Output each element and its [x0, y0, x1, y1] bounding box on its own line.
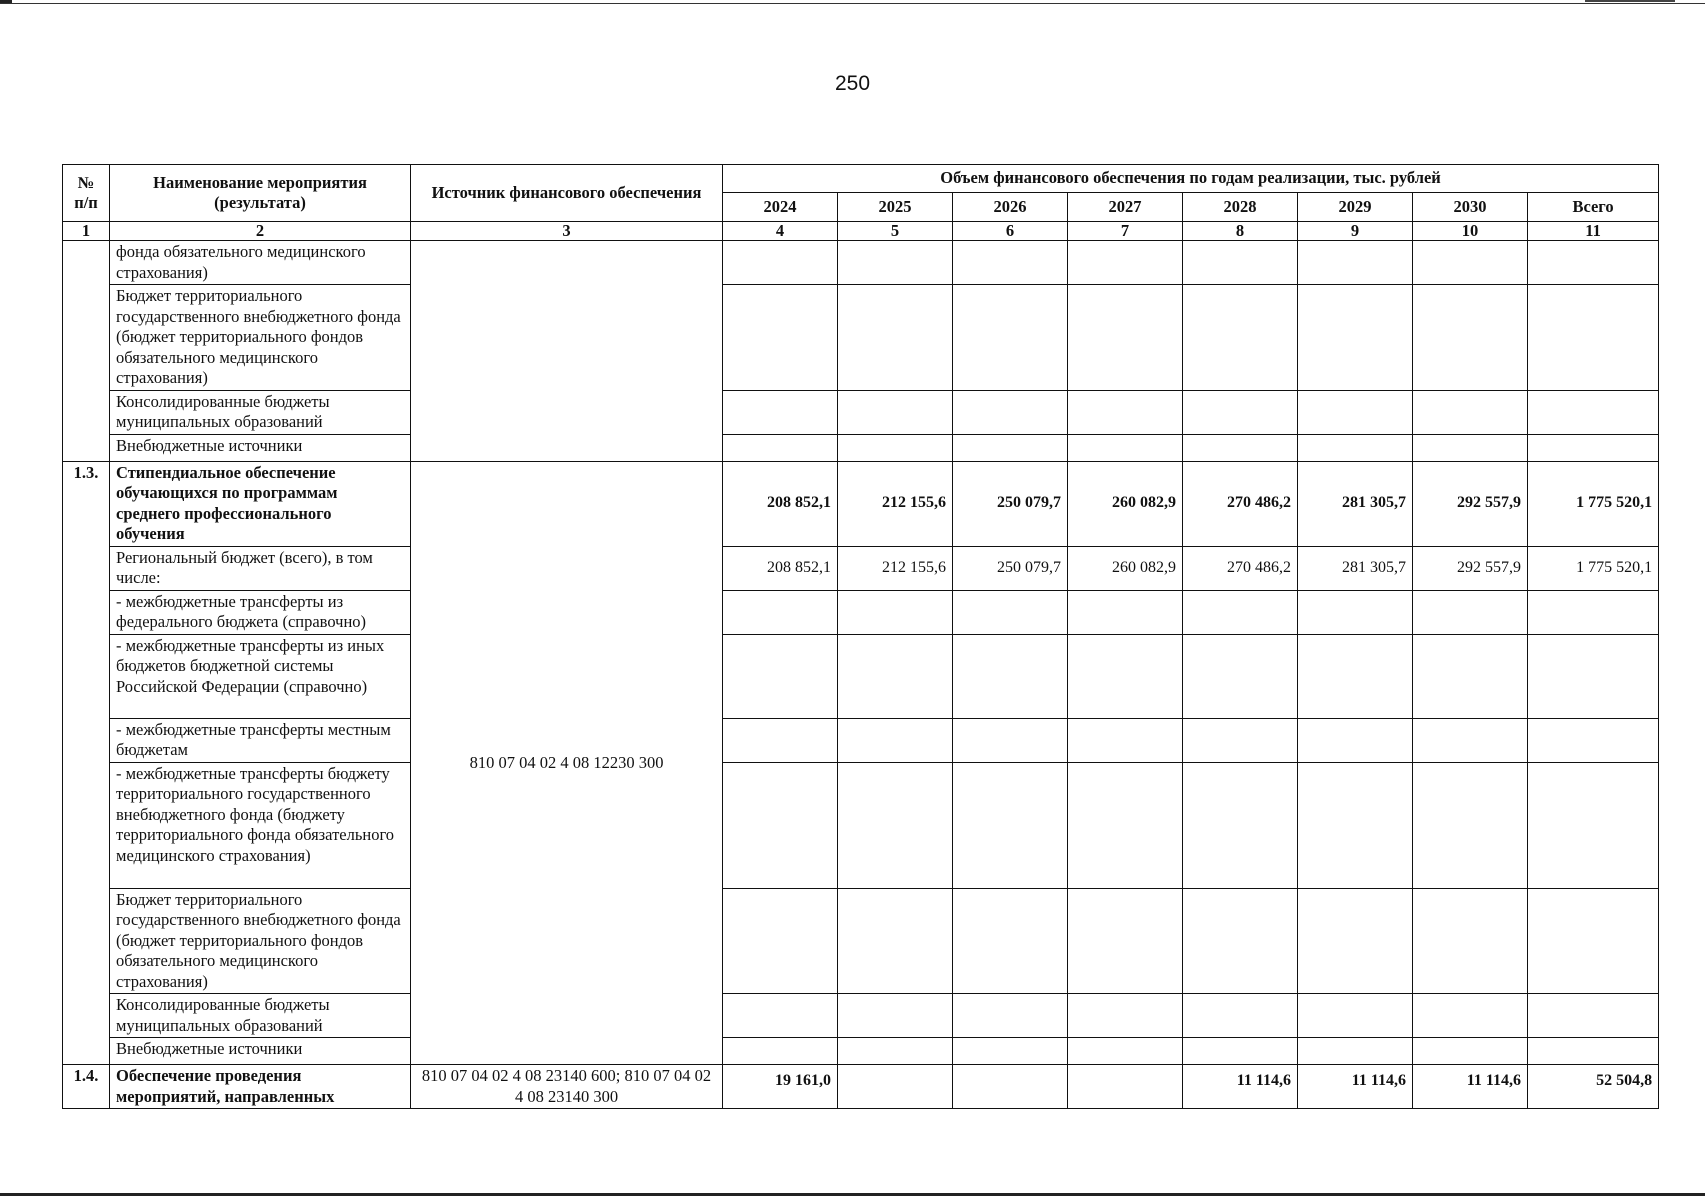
table-row	[63, 390, 1659, 434]
table-row	[63, 994, 1659, 1038]
value-cell	[838, 1065, 953, 1109]
page-number: 250	[834, 72, 871, 95]
value-cell	[1068, 1065, 1183, 1109]
column-number: 2	[110, 222, 411, 241]
row-name: Бюджет территориального государственного внебюджетного фонда (бюджет территориального фондов обязательного медицинского страхования)	[110, 888, 411, 994]
value-cell: 212 155,6	[838, 461, 953, 546]
scan-edge-mark	[1585, 0, 1675, 2]
row-name: Региональный бюджет (всего), в том числе:	[110, 546, 411, 590]
table-row	[63, 241, 1659, 285]
header-source: Источник финансового обеспечения	[411, 165, 723, 222]
table-row	[63, 434, 1659, 461]
row-num-empty	[63, 241, 110, 462]
value-cell: 270 486,2	[1183, 546, 1298, 590]
row-name: фонда обязательного медицинского страхования)	[110, 241, 411, 285]
table-row	[63, 590, 1659, 634]
scan-border-top	[0, 3, 1705, 4]
row-source: 810 07 04 02 4 08 23140 600; 810 07 04 02 4 08 23140 300	[411, 1065, 723, 1109]
value-cell: 250 079,7	[953, 546, 1068, 590]
header-num: № п/п	[63, 165, 110, 222]
row-name: - межбюджетные трансферты бюджету территориального государственного внебюджетного фонда (бюджету территориального фонда обязательного медицинского страхования)	[110, 762, 411, 888]
column-number: 8	[1183, 222, 1298, 241]
header-total: Всего	[1528, 193, 1659, 222]
value-cell: 212 155,6	[838, 546, 953, 590]
table-row	[63, 762, 1659, 888]
value-cell: 11 114,6	[1413, 1065, 1528, 1109]
value-cell: 208 852,1	[723, 461, 838, 546]
row-name: Консолидированные бюджеты муниципальных образований	[110, 390, 411, 434]
column-number: 6	[953, 222, 1068, 241]
value-cell: 270 486,2	[1183, 461, 1298, 546]
value-cell: 281 305,7	[1298, 546, 1413, 590]
value-cell: 208 852,1	[723, 546, 838, 590]
value-cell-total: 1 775 520,1	[1528, 461, 1659, 546]
row-name: Стипендиальное обеспечение обучающихся по программам среднего профессионального обучения	[110, 461, 411, 546]
row-source-empty	[411, 241, 723, 462]
table-row	[63, 1038, 1659, 1065]
table-row-main	[63, 461, 1659, 546]
row-name: Бюджет территориального государственного внебюджетного фонда (бюджет территориального фондов обязательного медицинского страхования)	[110, 285, 411, 391]
column-number: 5	[838, 222, 953, 241]
header-volume: Объем финансового обеспечения по годам реализации, тыс. рублей	[723, 165, 1659, 193]
header-year: 2029	[1298, 193, 1413, 222]
column-number: 7	[1068, 222, 1183, 241]
row-name: - межбюджетные трансферты из федерального бюджета (справочно)	[110, 590, 411, 634]
header-year: 2030	[1413, 193, 1528, 222]
row-name: - межбюджетные трансферты из иных бюджетов бюджетной системы Российской Федерации (справочно)	[110, 634, 411, 718]
row-name: - межбюджетные трансферты местным бюджетам	[110, 718, 411, 762]
column-number: 11	[1528, 222, 1659, 241]
row-name: Внебюджетные источники	[110, 1038, 411, 1065]
scan-border-bottom	[0, 1193, 1705, 1196]
value-cell	[953, 1065, 1068, 1109]
value-cell: 260 082,9	[1068, 546, 1183, 590]
financing-table	[62, 164, 1659, 1109]
header-year: 2028	[1183, 193, 1298, 222]
value-cell: 250 079,7	[953, 461, 1068, 546]
value-cell: 11 114,6	[1298, 1065, 1413, 1109]
table-row	[63, 546, 1659, 590]
column-number: 9	[1298, 222, 1413, 241]
column-number: 10	[1413, 222, 1528, 241]
header-name: Наименование мероприятия (результата)	[110, 165, 411, 222]
header-year: 2024	[723, 193, 838, 222]
table-row-main	[63, 1065, 1659, 1109]
column-numbers-row	[63, 222, 1659, 241]
header-year: 2025	[838, 193, 953, 222]
column-number: 4	[723, 222, 838, 241]
column-number: 1	[63, 222, 110, 241]
table-row	[63, 634, 1659, 718]
value-cell: 11 114,6	[1183, 1065, 1298, 1109]
value-cell: 292 557,9	[1413, 461, 1528, 546]
row-num: 1.4.	[63, 1065, 110, 1109]
header-year: 2027	[1068, 193, 1183, 222]
value-cell-total: 52 504,8	[1528, 1065, 1659, 1109]
table-row	[63, 285, 1659, 391]
row-num: 1.3.	[63, 461, 110, 1065]
row-name: Консолидированные бюджеты муниципальных образований	[110, 994, 411, 1038]
column-number: 3	[411, 222, 723, 241]
row-name: Обеспечение проведения мероприятий, направленных	[110, 1065, 411, 1109]
row-name: Внебюджетные источники	[110, 434, 411, 461]
table-row	[63, 888, 1659, 994]
value-cell: 260 082,9	[1068, 461, 1183, 546]
table-row	[63, 718, 1659, 762]
header-year: 2026	[953, 193, 1068, 222]
value-cell: 19 161,0	[723, 1065, 838, 1109]
value-cell: 292 557,9	[1413, 546, 1528, 590]
value-cell-total: 1 775 520,1	[1528, 546, 1659, 590]
value-cell: 281 305,7	[1298, 461, 1413, 546]
header-row	[63, 165, 1659, 193]
row-source: 810 07 04 02 4 08 12230 300	[411, 461, 723, 1065]
